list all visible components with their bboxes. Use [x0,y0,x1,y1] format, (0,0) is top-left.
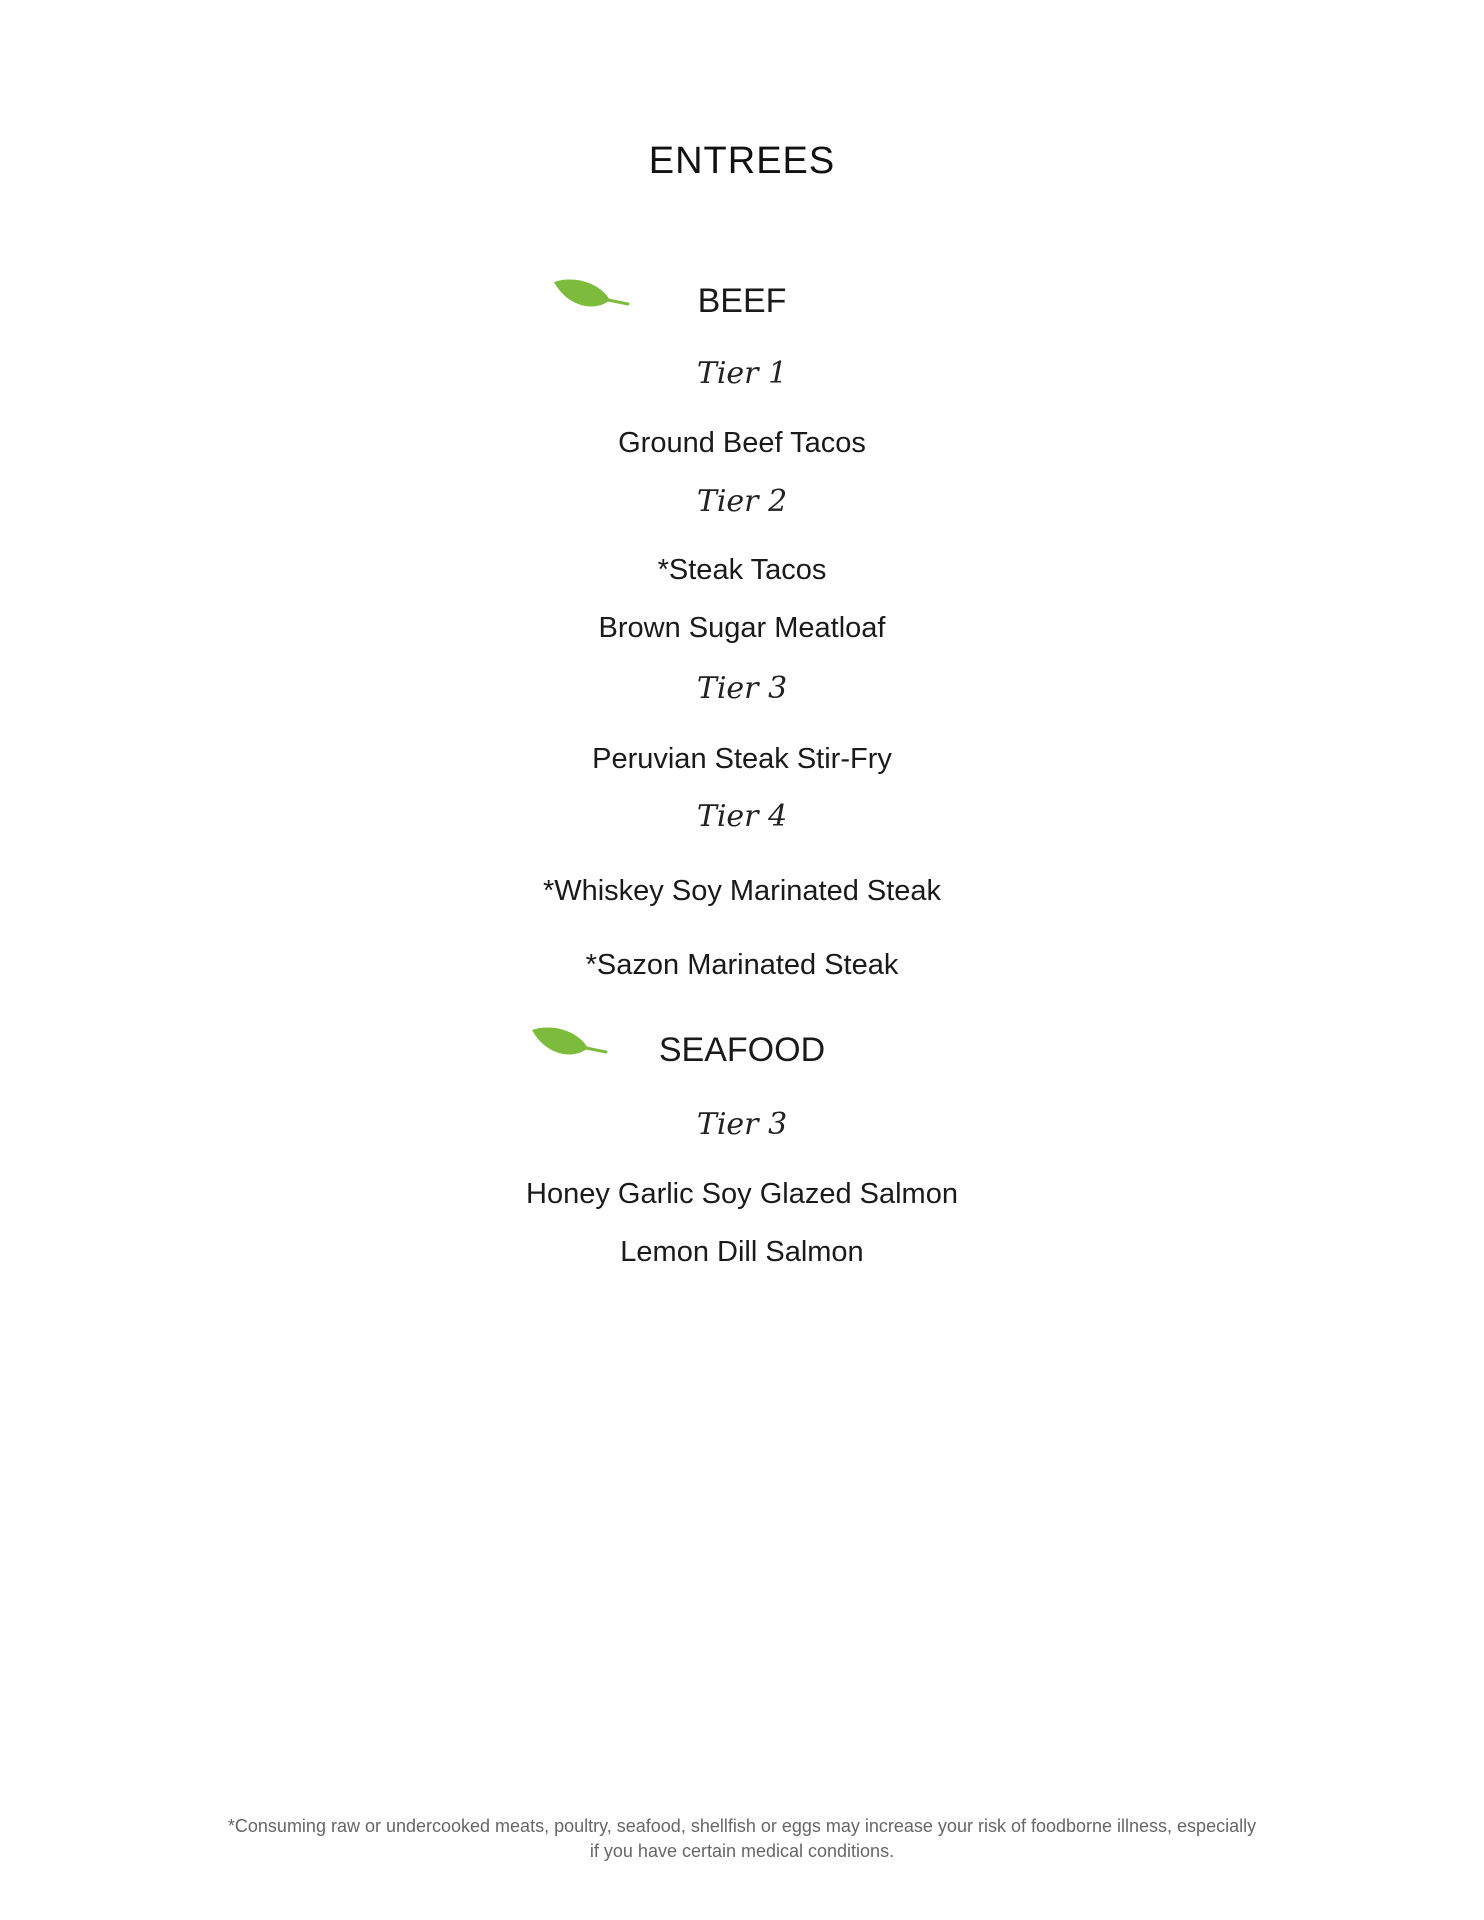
page-title: ENTREES [648,140,836,182]
menu-item: Brown Sugar Meatloaf [598,612,886,644]
menu-item: Honey Garlic Soy Glazed Salmon [526,1178,958,1210]
menu-item: Peruvian Steak Stir-Fry [592,743,892,775]
section-heading-beef: BEEF [697,282,787,320]
menu-item: *Whiskey Soy Marinated Steak [542,875,942,907]
menu-item: Ground Beef Tacos [618,427,866,459]
disclaimer-line: if you have certain medical conditions. [589,1841,895,1861]
tier-label: Tier 2 [696,484,788,519]
disclaimer [0,1814,1484,1864]
menu-item: Lemon Dill Salmon [620,1236,864,1268]
disclaimer-line: *Consuming raw or undercooked meats, poultry, seafood, shellfish or eggs may increase your risk of foodborne illness, especially [227,1816,1257,1836]
tier-label: Tier 3 [696,671,788,706]
tier-label: Tier 4 [696,799,788,834]
section-heading-seafood: SEAFOOD [658,1031,826,1069]
tier-label: Tier 1 [696,356,788,391]
menu-item: *Sazon Marinated Steak [585,949,899,981]
tier-label: Tier 3 [696,1107,788,1142]
menu-item: *Steak Tacos [657,554,827,586]
